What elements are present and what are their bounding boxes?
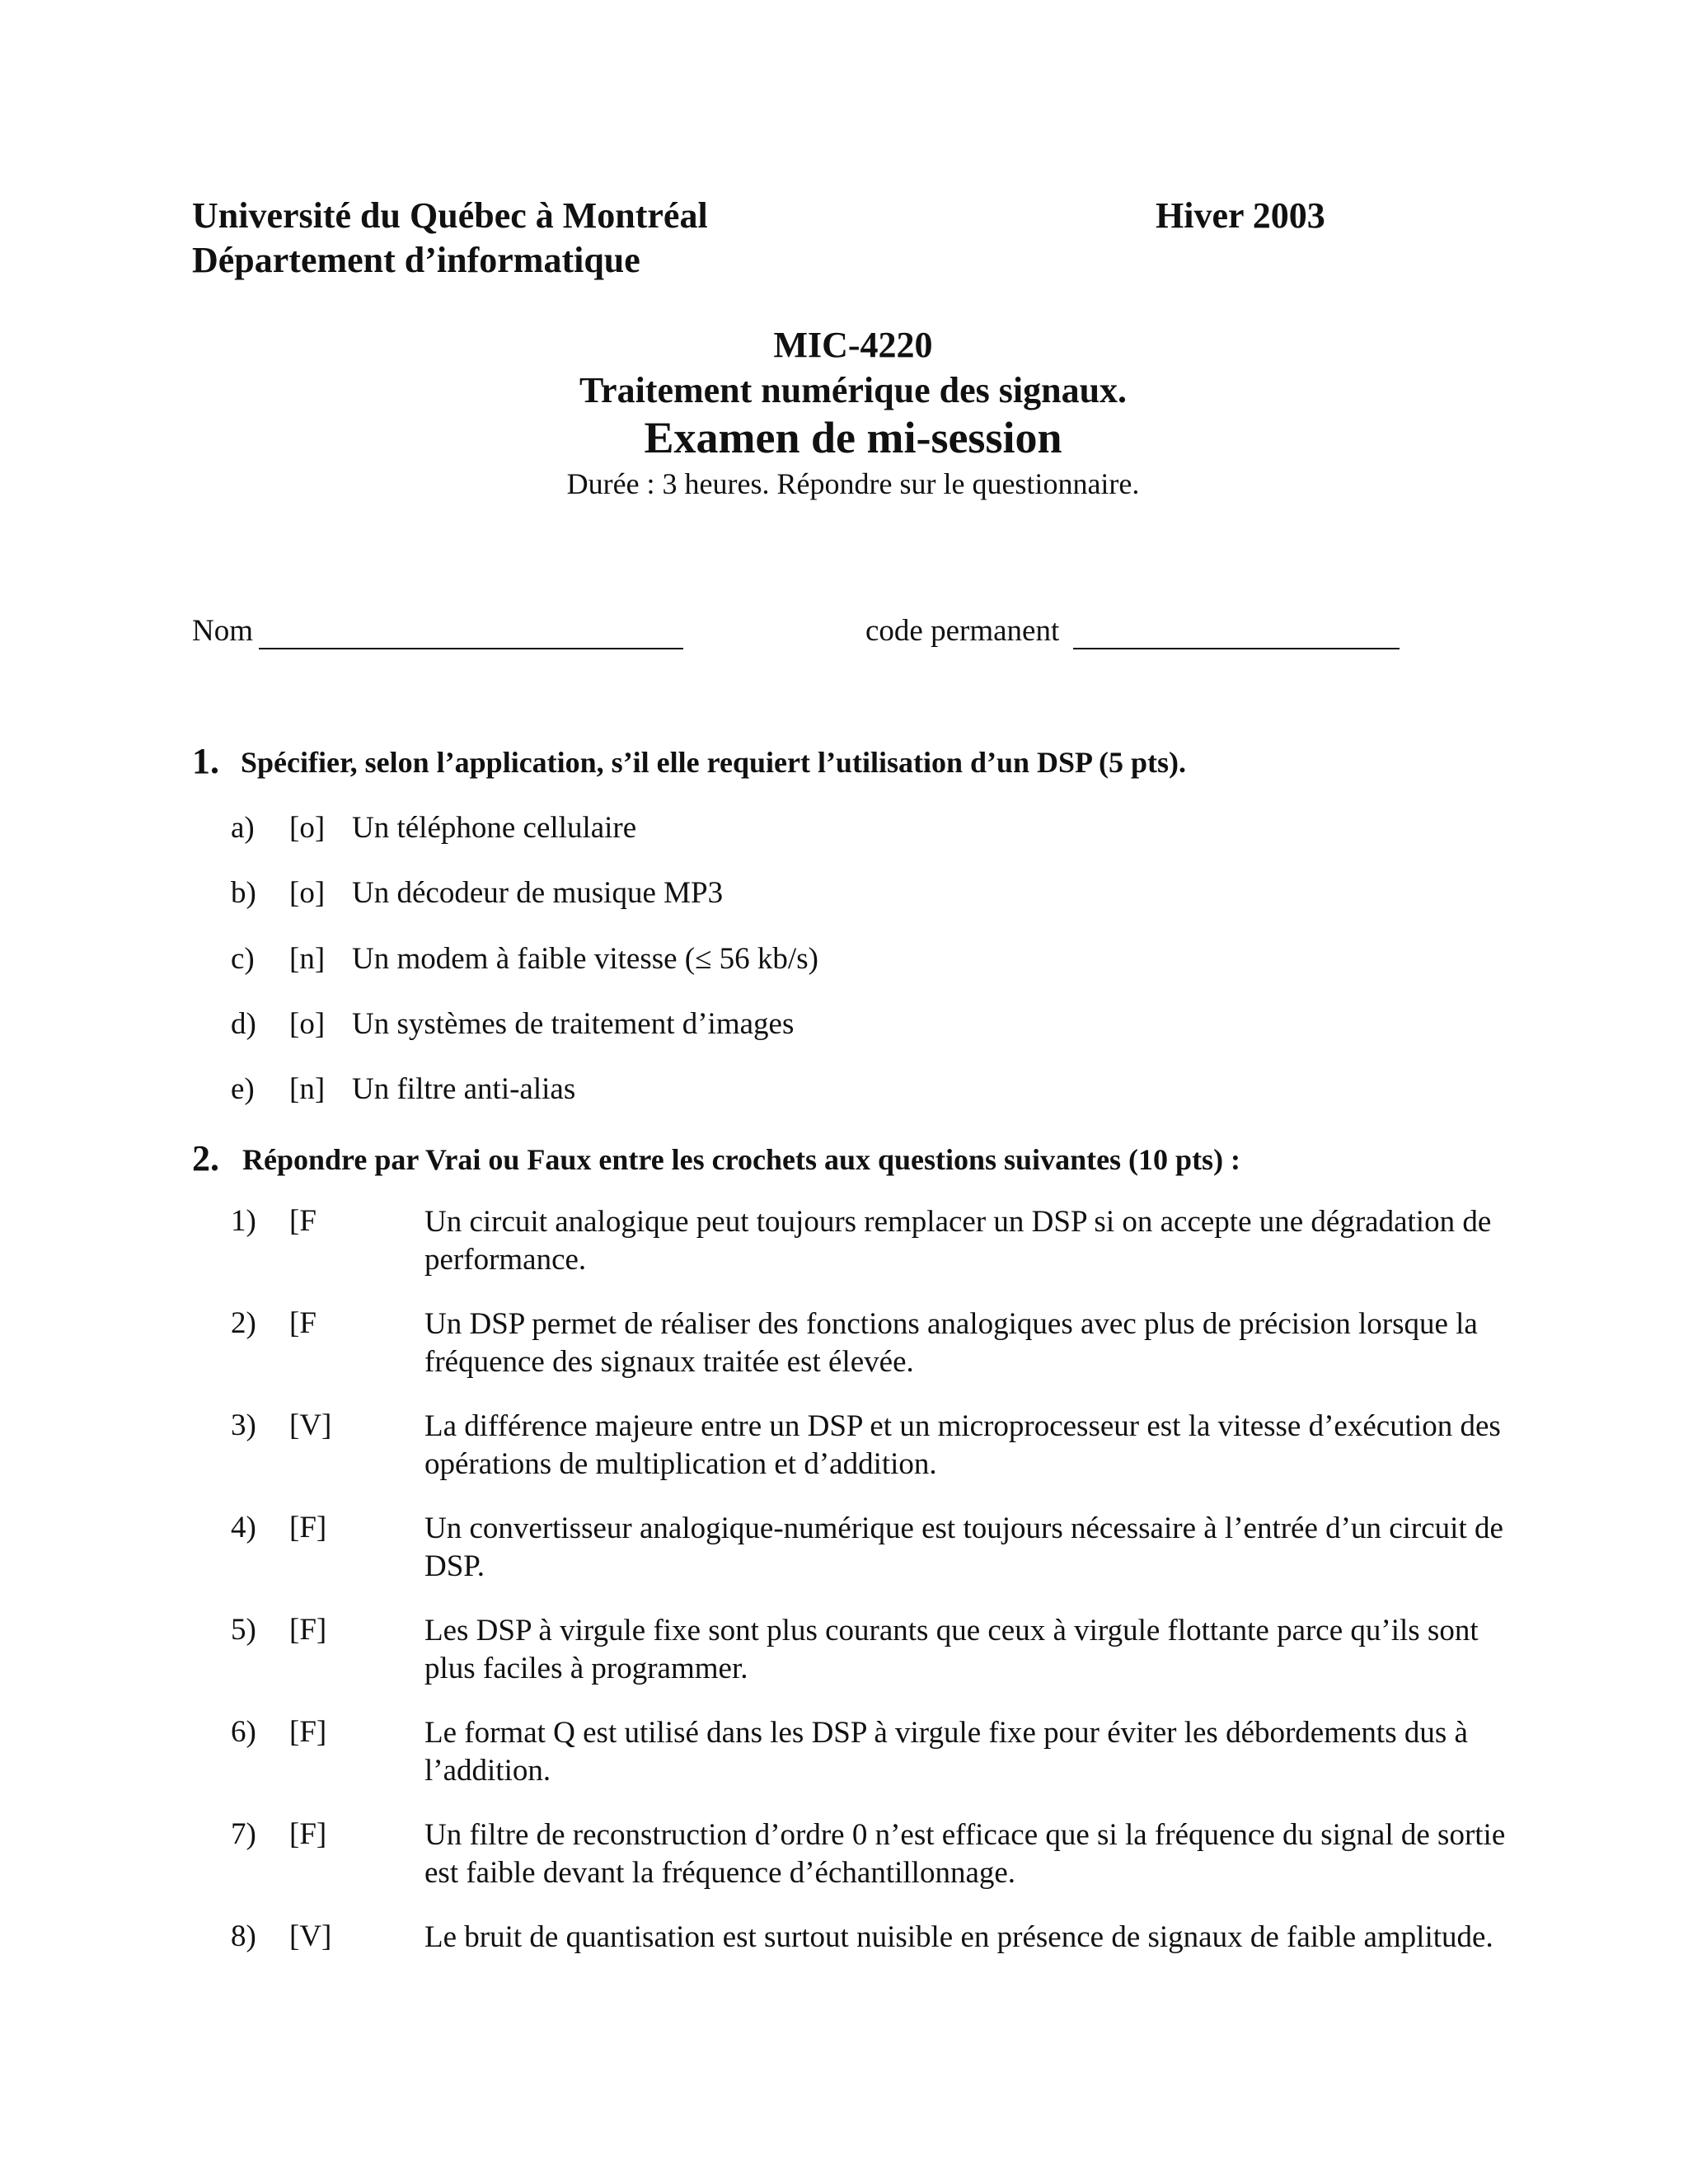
item-label: a) [231,811,255,845]
answer-mark[interactable]: [F] [289,1511,327,1544]
question-1-number: 1. [192,741,219,781]
item-text: Un systèmes de traitement d’images [352,1007,795,1041]
exam-term: Hiver 2003 [1156,195,1325,236]
item-number: 1) [231,1204,256,1238]
answer-mark[interactable]: [F] [289,1817,327,1851]
item-number: 7) [231,1817,256,1851]
statement-text: Un convertisseur analogique-numérique est toujours nécessaire à l’entrée d’un circuit de DSP. [424,1511,1503,1583]
item-label: c) [231,942,255,976]
question-1-text: Spécifier, selon l’application, s’il elle requiert l’utilisation d’un DSP (5 pts). [241,746,1187,779]
code-permanent-field[interactable] [1073,648,1400,649]
answer-mark[interactable]: [V] [289,1919,332,1953]
answer-mark[interactable]: [F] [289,1613,327,1647]
question-2-number: 2. [192,1138,219,1179]
course-code: MIC-4220 [773,325,933,365]
name-field[interactable] [259,648,683,649]
answer-mark[interactable]: [F [289,1306,316,1340]
statement-text: Les DSP à virgule fixe sont plus courants que ceux à virgule flottante parce qu’ils sont plus faciles à programmer. [424,1614,1479,1685]
item-number: 5) [231,1613,256,1647]
statement-text: Un circuit analogique peut toujours remplacer un DSP si on accepte une dégradation de performance. [424,1205,1492,1277]
item-number: 3) [231,1408,256,1442]
answer-mark[interactable]: [n] [289,1072,326,1106]
item-text: Un filtre anti-alias [352,1072,576,1106]
code-permanent-label: code permanent [865,614,1060,648]
statement-text: Un filtre de reconstruction d’ordre 0 n’est efficace que si la fréquence du signal de sortie est faible devant la fréquence d’échantillonnage. [424,1818,1506,1890]
answer-mark[interactable]: [F [289,1204,316,1238]
item-text: Un téléphone cellulaire [352,811,637,845]
question-2-text: Répondre par Vrai ou Faux entre les crochets aux questions suivantes (10 pts) : [242,1143,1241,1176]
answer-mark[interactable]: [V] [289,1408,332,1442]
answer-mark[interactable]: [o] [289,1007,326,1041]
item-label: e) [231,1072,255,1106]
item-number: 6) [231,1715,256,1749]
item-label: b) [231,876,256,910]
statement-text: Un DSP permet de réaliser des fonctions analogiques avec plus de précision lorsque la fréquence des signaux traitée est élevée. [424,1307,1478,1379]
department-name: Département d’informatique [192,240,640,280]
item-label: d) [231,1007,256,1041]
university-name: Université du Québec à Montréal [192,195,708,236]
statement-text: Le format Q est utilisé dans les DSP à virgule fixe pour éviter les débordements dus à l’addition. [424,1716,1468,1788]
item-number: 2) [231,1306,256,1340]
answer-mark[interactable]: [F] [289,1715,327,1749]
exam-title: Examen de mi-session [644,413,1062,462]
answer-mark[interactable]: [o] [289,811,326,845]
item-number: 4) [231,1511,256,1544]
answer-mark[interactable]: [o] [289,876,326,910]
exam-duration: Durée : 3 heures. Répondre sur le questionnaire. [566,467,1140,500]
statement-text: Le bruit de quantisation est surtout nuisible en présence de signaux de faible amplitude. [424,1920,1493,1954]
name-label: Nom [192,614,253,648]
answer-mark[interactable]: [n] [289,942,326,976]
statement-text: La différence majeure entre un DSP et un microprocesseur est la vitesse d’exécution des opérations de multiplication et d’addition. [424,1409,1501,1481]
course-name: Traitement numérique des signaux. [579,370,1128,410]
item-text: Un décodeur de musique MP3 [352,876,724,910]
item-number: 8) [231,1919,256,1953]
item-text: Un modem à faible vitesse (≤ 56 kb/s) [352,942,818,976]
